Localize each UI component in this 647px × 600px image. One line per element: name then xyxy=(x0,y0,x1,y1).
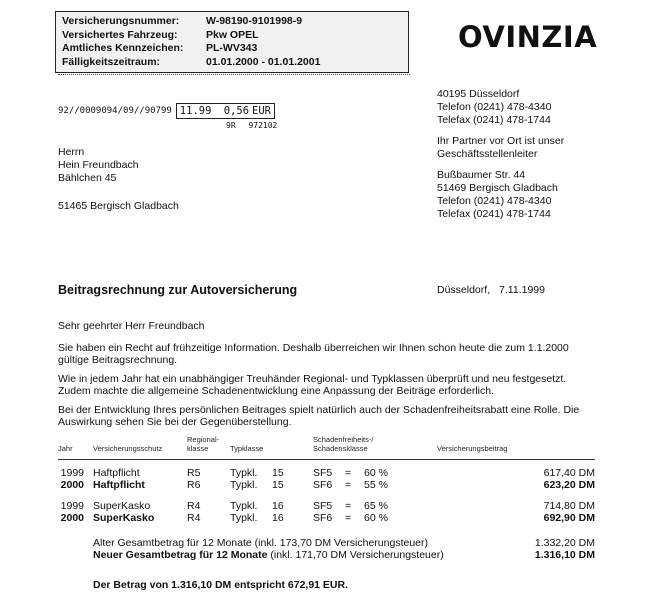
reference-box-date: 11.99 xyxy=(179,105,212,117)
company-address xyxy=(437,88,564,221)
new-total-amount: 1.316,10 DM xyxy=(534,549,595,561)
row-regional: R4 xyxy=(187,500,201,512)
dotted-divider xyxy=(58,74,410,75)
header-jahr: Jahr xyxy=(58,444,73,453)
recipient-address xyxy=(58,146,179,213)
new-total xyxy=(93,549,444,561)
reference-line xyxy=(58,103,275,119)
row-percent: 55 % xyxy=(364,479,388,491)
policy-number-row xyxy=(62,15,402,29)
new-total-label: Neuer Gesamtbetrag für 12 Monate xyxy=(93,549,268,561)
row-typ-number: 16 xyxy=(272,500,284,512)
row-sf: SF6 xyxy=(313,512,333,524)
paragraph-3: Bei der Entwicklung Ihres persönlichen Beitrages spielt natürlich auch der Schadenfreiheitsrabatt eine Rolle. Die Auswirkung sehen Sie bei der Gegenüberstellung. xyxy=(58,403,580,428)
header-sf-line2: Schadensklasse xyxy=(313,444,368,453)
company-fax: Telefax (0241) 478-1744 xyxy=(437,114,551,126)
letter-date xyxy=(437,284,545,296)
euro-conversion-line: Der Betrag von 1.316,10 DM entspricht 672,91 EUR. xyxy=(93,579,349,591)
row-equals: = xyxy=(345,512,352,524)
reference-box-currency: EUR xyxy=(252,105,271,117)
row-year: 2000 xyxy=(60,479,84,491)
company-phone: Telefon (0241) 478-4340 xyxy=(437,101,552,113)
row-regional: R4 xyxy=(187,512,201,524)
reference-subline xyxy=(226,121,277,130)
row-regional: R5 xyxy=(187,467,201,479)
row-sf: SF5 xyxy=(313,500,333,512)
paragraph-2: Wie in jedem Jahr hat ein unabhängiger Treuhänder Regional- und Typklassen überprüft und neu festgesetzt. Zudem machte die allgemeine Schadenentwicklung eine Anpassung der Beiträge erforderlich. xyxy=(58,372,567,397)
reference-sub-a: 9R xyxy=(226,121,236,130)
row-typ-label: Typkl. xyxy=(230,512,258,524)
row-year: 2000 xyxy=(60,512,84,524)
row-typ-number: 15 xyxy=(272,467,284,479)
row-percent: 65 % xyxy=(364,500,388,512)
row-equals: = xyxy=(345,479,352,491)
row-equals: = xyxy=(345,500,352,512)
row-percent: 60 % xyxy=(364,512,388,524)
header-beitrag: Versicherungsbeitrag xyxy=(437,444,508,453)
vehicle-value: Pkw OPEL xyxy=(206,28,259,41)
header-regional xyxy=(187,435,219,453)
reference-box xyxy=(176,103,275,119)
row-sf: SF6 xyxy=(313,479,333,491)
letter-body xyxy=(58,320,598,435)
date-value: 7.11.1999 xyxy=(499,284,545,296)
header-regional-line1: Regional- xyxy=(187,435,220,444)
plate-value: PL-WV343 xyxy=(206,42,258,54)
header-sf xyxy=(313,435,373,453)
period-row xyxy=(62,56,402,70)
reference-box-amount: 0,56 xyxy=(223,105,250,117)
vehicle-row xyxy=(62,29,402,43)
row-typ-label: Typkl. xyxy=(230,467,258,479)
local-fax: Telefax (0241) 478-1744 xyxy=(437,208,551,220)
row-coverage: Haftpflicht xyxy=(93,479,145,491)
period-value: 01.01.2000 - 01.01.2001 xyxy=(206,55,321,68)
row-amount: 692,90 DM xyxy=(543,512,595,524)
reference-sub-b: 972102 xyxy=(248,121,278,130)
old-total-amount: 1.332,20 DM xyxy=(534,537,595,549)
greeting: Sehr geehrter Herr Freundbach xyxy=(58,320,205,332)
row-typ-label: Typkl. xyxy=(230,500,258,512)
row-percent: 60 % xyxy=(364,467,388,479)
row-amount: 617,40 DM xyxy=(543,467,595,479)
old-total-note: (inkl. 173,70 DM Versicherungsteuer) xyxy=(254,537,429,549)
row-typ-number: 16 xyxy=(272,512,284,524)
row-sf: SF5 xyxy=(313,467,333,479)
reference-number: 92//0009094/09//90799 xyxy=(58,106,172,116)
date-place: Düsseldorf, xyxy=(437,284,491,296)
row-year: 1999 xyxy=(60,500,84,512)
period-label: Fälligkeitszeitraum: xyxy=(62,55,161,68)
company-logo: OVINZIA xyxy=(458,20,598,54)
policy-number-label: Versicherungsnummer: xyxy=(62,15,180,27)
row-typ-number: 15 xyxy=(272,479,284,491)
row-year: 1999 xyxy=(60,467,84,479)
policy-info-box xyxy=(55,11,409,73)
header-regional-line2: klasse xyxy=(187,444,209,453)
row-typ-label: Typkl. xyxy=(230,479,258,491)
table-header-rule xyxy=(58,459,595,460)
partner-line-2: Geschäftsstellenleiter xyxy=(437,148,538,160)
letter-subject: Beitragsrechnung zur Autoversicherung xyxy=(58,283,298,297)
recipient-city: 51465 Bergisch Gladbach xyxy=(58,200,179,212)
recipient-name: Hein Freundbach xyxy=(58,159,139,171)
row-coverage: SuperKasko xyxy=(93,500,151,512)
company-city: 40195 Düsseldorf xyxy=(437,88,520,100)
policy-number-value: W-98190-9101998-9 xyxy=(206,15,303,27)
header-typklasse: Typklasse xyxy=(230,444,264,453)
recipient-street: Bählchen 45 xyxy=(58,172,117,184)
old-total xyxy=(93,537,428,549)
header-sf-line1: Schadenfreiheits-/ xyxy=(313,435,374,444)
header-schutz: Versicherungsschutz xyxy=(93,444,163,453)
row-amount: 623,20 DM xyxy=(543,479,595,491)
vehicle-label: Versichertes Fahrzeug: xyxy=(62,28,178,41)
row-coverage: Haftpflicht xyxy=(93,467,140,479)
row-amount: 714,80 DM xyxy=(543,500,595,512)
plate-label: Amtliches Kennzeichen: xyxy=(62,42,184,54)
row-coverage: SuperKasko xyxy=(93,512,155,524)
local-city: 51469 Bergisch Gladbach xyxy=(437,182,558,194)
row-equals: = xyxy=(345,467,352,479)
old-total-label: Alter Gesamtbetrag für 12 Monate xyxy=(93,537,252,549)
paragraph-1: Sie haben ein Recht auf frühzeitige Information. Deshalb überreichen wir Ihnen schon heute die zum 1.1.2000 gültige Beitragsrechnung. xyxy=(58,341,569,366)
partner-line-1: Ihr Partner vor Ort ist unser xyxy=(437,135,565,147)
recipient-salutation: Herrn xyxy=(58,146,85,158)
plate-row xyxy=(62,42,402,56)
new-total-note: (inkl. 171,70 DM Versicherungsteuer) xyxy=(270,549,444,561)
local-street: Bußbaumer Str. 44 xyxy=(437,169,526,181)
row-regional: R6 xyxy=(187,479,201,491)
local-phone: Telefon (0241) 478-4340 xyxy=(437,195,552,207)
